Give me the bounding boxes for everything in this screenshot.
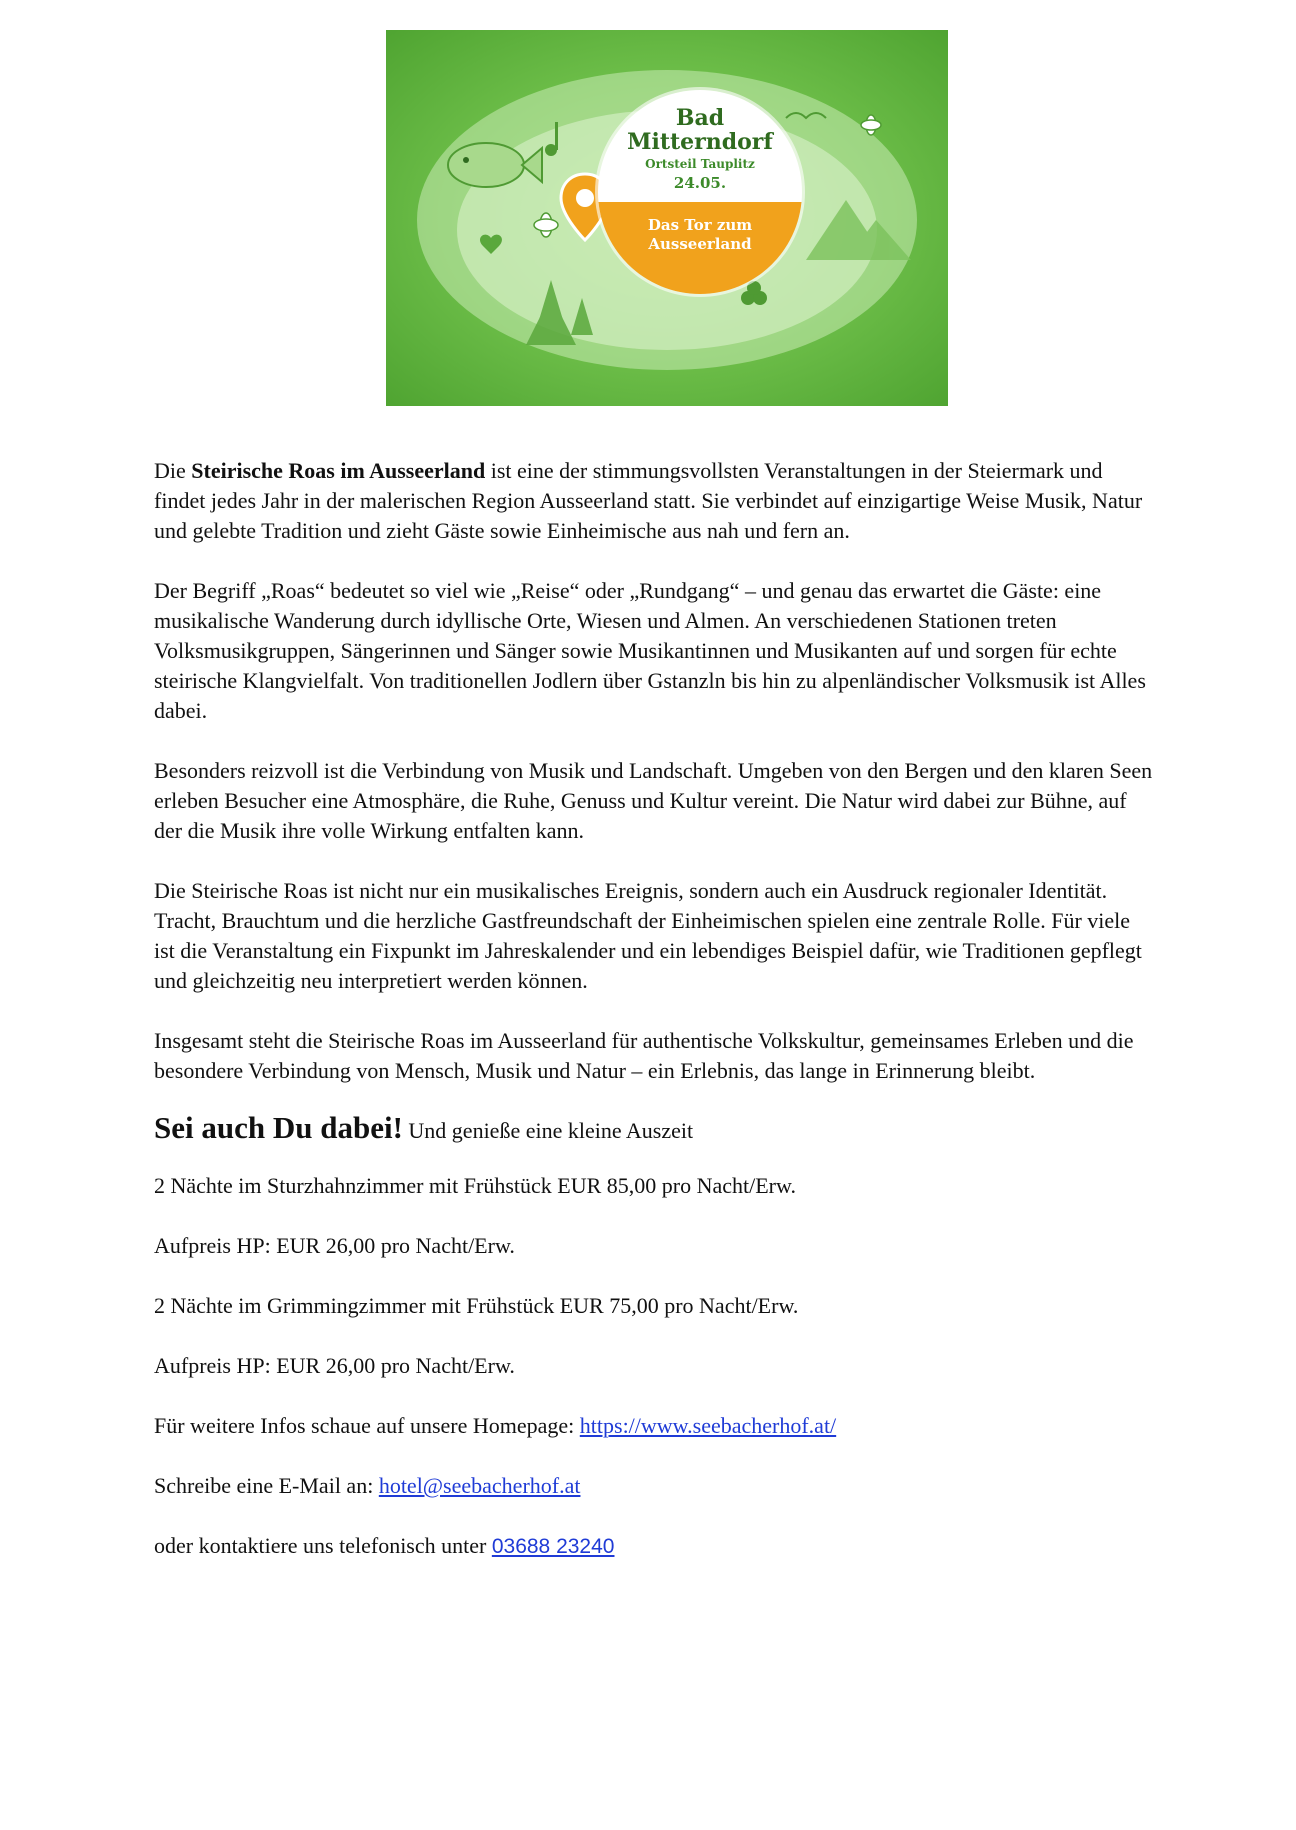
- email-label: Schreibe eine E-Mail an:: [154, 1473, 379, 1498]
- badge-title-line2: Mitterndorf: [627, 129, 773, 155]
- email-link[interactable]: hotel@seebacherhof.at: [378, 1473, 581, 1498]
- paragraph-roas-meaning: Der Begriff „Roas“ bedeutet so viel wie „Reise“ oder „Rundgang“ – und genau das erwartet die Gäste: eine musikalische Wanderung durch idyllische Orte, Wiesen und Almen. An verschiedenen Stationen treten Volksmusikgruppen, Sängerinnen und Sänger sowie Musikantinnen und Musikanten auf und sorgen für echte steirische Klangvielfalt. Von traditionellen Jodlern über Gstanzln bis hin zu alpenländischer Volksmusik ist Alles dabei.: [154, 578, 1146, 723]
- offer-grimming: 2 Nächte im Grimmingzimmer mit Frühstück EUR 75,00 pro Nacht/Erw.: [154, 1293, 799, 1318]
- phone-line: [154, 1531, 1154, 1562]
- phone-label: oder kontaktiere uns telefonisch unter: [154, 1533, 492, 1558]
- offer-sturzhahn: 2 Nächte im Sturzhahnzimmer mit Frühstück EUR 85,00 pro Nacht/Erw.: [154, 1173, 796, 1198]
- paragraph-intro: [154, 456, 1154, 546]
- offer-headline-rest: Und genieße eine kleine Auszeit: [402, 1118, 694, 1143]
- phone-link[interactable]: 03688 23240: [491, 1535, 615, 1558]
- badge-tagline-line1: Das Tor zum: [647, 216, 753, 234]
- homepage-label: Für weitere Infos schaue auf unsere Homepage:: [154, 1413, 580, 1438]
- email-line: [154, 1471, 1154, 1501]
- event-name: Steirische Roas im Ausseerland: [191, 458, 486, 483]
- offer-headline: [154, 1108, 1154, 1151]
- document-content: [154, 456, 1154, 1562]
- homepage-link[interactable]: https://www.seebacherhof.at/: [579, 1413, 837, 1438]
- paragraph-identity: Die Steirische Roas ist nicht nur ein musikalisches Ereignis, sondern auch ein Ausdruck regionaler Identität. Tracht, Brauchtum und die herzliche Gastfreundschaft der Einheimischen spielen eine zentrale Rolle. Für viele ist die Veranstaltung ein Fixpunkt im Jahreskalender und ein lebendiges Beispiel dafür, wie Traditionen gepflegt und gleichzeitig neu interpretiert werden können.: [154, 878, 1142, 993]
- location-badge: [598, 90, 802, 294]
- badge-tagline-line2: Ausseerland: [648, 235, 752, 253]
- badge-subtitle: Ortsteil Tauplitz: [645, 157, 755, 171]
- offer-headline-big: Sei auch Du dabei!: [154, 1110, 403, 1145]
- paragraph-landscape: Besonders reizvoll ist die Verbindung von Musik und Landschaft. Umgeben von den Bergen und den klaren Seen erleben Besucher eine Atmosphäre, die Ruhe, Genuss und Kultur vereint. Die Natur wird dabei zur Bühne, auf der die Musik ihre volle Wirkung entfalten kann.: [154, 758, 1153, 843]
- intro-lead: Die: [154, 458, 192, 483]
- badge-date: 24.05.: [673, 174, 727, 192]
- intro-rest: ist eine der stimmungsvollsten Veranstaltungen in der Steiermark und findet jedes Jahr in der malerischen Region Ausseerland statt. Sie verbindet auf einzigartige Weise Musik, Natur und gelebte Tradition und zieht Gäste sowie Einheimische aus nah und fern an.: [154, 458, 1143, 543]
- homepage-line: [154, 1411, 1154, 1441]
- offer-hp-surcharge-2: Aufpreis HP: EUR 26,00 pro Nacht/Erw.: [154, 1353, 515, 1378]
- paragraph-summary: Insgesamt steht die Steirische Roas im Ausseerland für authentische Volkskultur, gemeinsames Erleben und die besondere Verbindung von Mensch, Musik und Natur – ein Erlebnis, das lange in Erinnerung bleibt.: [154, 1028, 1134, 1083]
- badge-tagline: [598, 216, 802, 254]
- offer-hp-surcharge-1: Aufpreis HP: EUR 26,00 pro Nacht/Erw.: [154, 1233, 515, 1258]
- badge-title-line1: Bad: [675, 105, 725, 131]
- event-poster: [386, 30, 948, 406]
